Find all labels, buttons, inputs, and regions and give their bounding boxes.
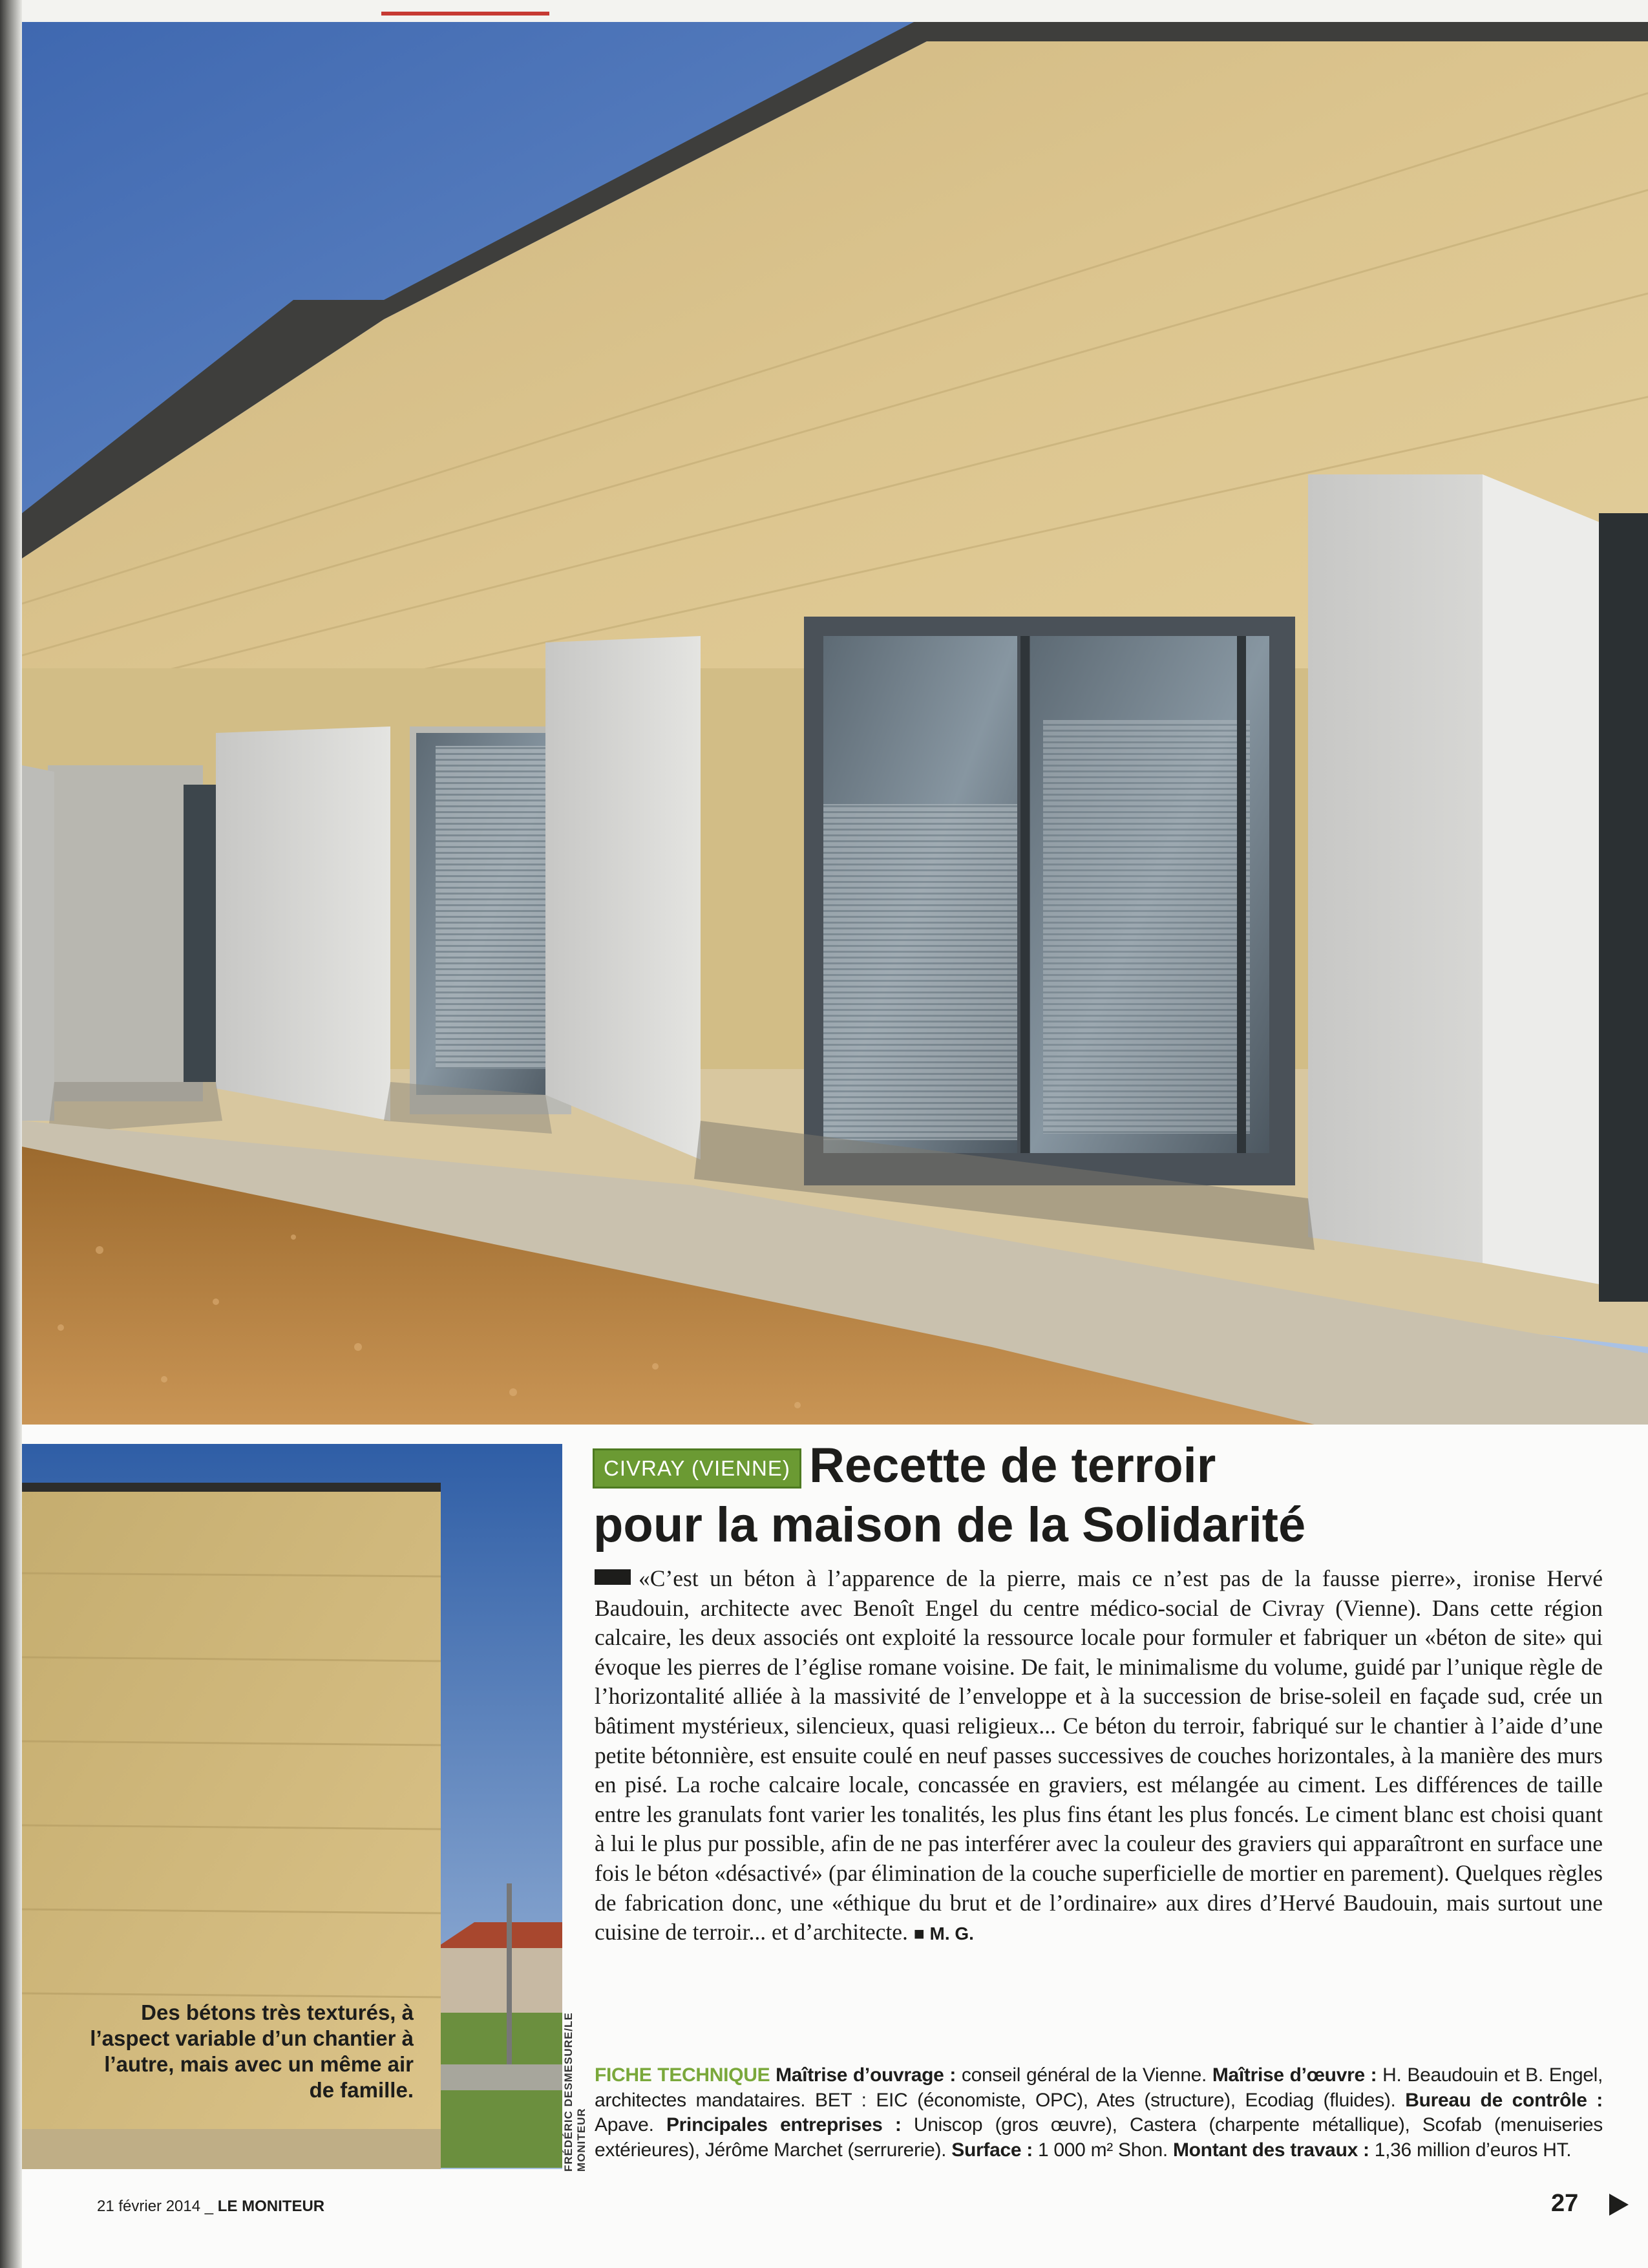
- fiche-moe-value: H. Beaudouin et B. Engel, architectes mandataires. BET : EIC (économiste, OPC), Ates (structure), Ecodiag (fluides).: [595, 2064, 1603, 2111]
- headline-line-1: Recette de terroir: [809, 1438, 1216, 1493]
- footer-separator: _: [200, 2198, 218, 2215]
- article-body-text: «C’est un béton à l’apparence de la pierre, mais ce n’est pas de la fausse pierre», ironise Hervé Baudouin, architecte avec Benoît Engel du centre médico-social de Civray (Vienne). Dans cette région calcaire, les deux associés ont exploité la ressource locale pour formuler et fabriquer un «béton de site» qui évoque les pierres de l’église romane voisine. De fait, le minimalisme du volume, guidé par l’unique règle de l’horizontalité alliée à la massivité de l’enveloppe et à la succession de brise-soleil en façade sud, crée un bâtiment mystérieux, silencieux, quasi religieux... Ce béton du terroir, fabriqué sur le chantier à l’aide d’une petite bétonnière, est ensuite coulé en neuf passes successives de couches horizontales, à la manière des murs en pisé. La roche calcaire locale, concassée en graviers, est mélangée au ciment. Les différences de taille entre les granulats font varier les tonalités, les plus fins étant les plus foncés. Le ciment blanc est choisi quant à lui le plus pur possible, afin de ne pas interférer avec la couleur des graviers qui apparaîtront en surface une fois le béton «désactivé» (par élimination de la couche superficielle de mortier en parement). Quelques règles de fabrication donc, une «éthique du brut et de l’ordinaire» aux dires d’Hervé Baudouin, mais surtout une cuisine de terroir... et d’architecte.: [595, 1565, 1603, 1945]
- author-signature: ■ M. G.: [913, 1924, 974, 1944]
- top-color-rule: [381, 12, 549, 16]
- main-photo-facade: [22, 22, 1648, 1425]
- fiche-label: FICHE TECHNIQUE: [595, 2064, 770, 2086]
- location-kicker: CIVRAY (VIENNE): [595, 1450, 799, 1487]
- fiche-pe-label: Principales entreprises :: [666, 2114, 902, 2136]
- next-page-arrow-icon: [1609, 2194, 1629, 2216]
- footer-folio: [97, 2198, 324, 2216]
- footer-date: 21 février 2014: [97, 2198, 201, 2215]
- fiche-pe-value: Uniscop (gros œuvre), Castera (charpente métallique), Scofab (menuiseries extérieures), Jérôme Marchet (serrurerie).: [595, 2114, 1603, 2161]
- page-number: 27: [1551, 2190, 1579, 2217]
- photo-credit: FRÉDÉRIC DESMESURE/LE MONITEUR: [562, 2012, 587, 2172]
- fiche-bc-value: Apave.: [595, 2114, 666, 2136]
- fiche-surface-value: 1 000 m² Shon.: [1032, 2139, 1173, 2161]
- page-binding-shadow: [0, 0, 22, 2268]
- fiche-moe-label: Maîtrise d’œuvre :: [1212, 2064, 1377, 2086]
- fiche-mo-label: Maîtrise d’ouvrage :: [776, 2064, 956, 2086]
- technical-sheet: [595, 2063, 1603, 2163]
- fiche-montant-value: 1,36 million d’euros HT.: [1369, 2139, 1572, 2161]
- fiche-bc-label: Bureau de contrôle :: [1405, 2089, 1603, 2111]
- footer-magazine: LE MONITEUR: [217, 2198, 325, 2215]
- fiche-mo-value: conseil général de la Vienne.: [956, 2064, 1212, 2086]
- fiche-montant-label: Montant des travaux :: [1172, 2139, 1369, 2161]
- photo-caption: Des bétons très texturés, à l’aspect variable d’un chantier à l’autre, mais avec un même air de famille.: [90, 2000, 414, 2102]
- article-body: [595, 1564, 1603, 1949]
- top-margin: [0, 0, 1648, 22]
- headline-line-2: pour la maison de la Solidarité: [593, 1498, 1306, 1553]
- fiche-surface-label: Surface :: [951, 2139, 1033, 2161]
- lead-block-mark: [595, 1569, 631, 1585]
